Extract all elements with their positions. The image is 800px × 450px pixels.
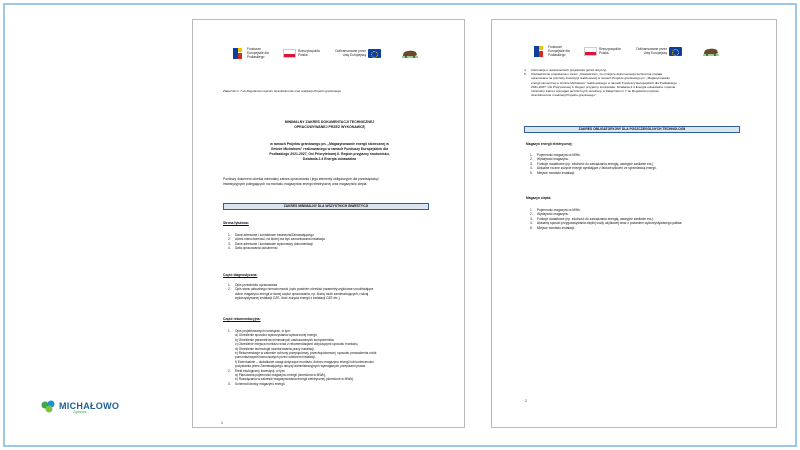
logo-strip-2	[534, 46, 720, 57]
annex-note: Załącznik nr 7 do Regulaminu wyboru Grantobiorców oraz realizacji Projektu grantowego	[223, 89, 342, 93]
list-item	[530, 171, 760, 175]
list-item-number: 3.	[228, 241, 231, 246]
list-item-text: opracowana na potrzeby inwestycji realizowanej w ramach Projektu grantowego pn. „Magazynowanie	[531, 76, 670, 81]
list-item-text: Dane adresowe i kontaktowe wykonawcy dokumentacji	[235, 241, 313, 246]
title-page-heading: Strona tytułowa:	[223, 221, 249, 225]
page-number-1: 1	[221, 421, 223, 425]
list-item-number: 4.	[530, 166, 533, 171]
recommendation-heading: Część rekomendacyjna:	[223, 317, 261, 321]
eu-logo-text: Dofinansowane przez Unię Europejską	[335, 48, 366, 57]
list-item	[228, 296, 450, 300]
list-item-number: 1.	[228, 283, 231, 287]
poland-logo-text: Rzeczpospolita Polska	[298, 48, 320, 57]
heat-storage-list	[530, 208, 770, 230]
recommendation-list	[228, 329, 450, 386]
list-item-text: Miejsce montażu instalacji.	[537, 170, 575, 175]
project-line-3: Podlaskiego 2021-2027, Osi Priorytetowej II. Region przyjazny środowisku,	[269, 152, 390, 156]
heat-storage-heading: Magazyn ciepła:	[526, 196, 552, 200]
list-item-number: 4.	[228, 246, 231, 251]
list-item-text: b) Określenie parametrów minimalnych zastosowanych komponentów,	[235, 337, 335, 342]
bison-icon	[702, 47, 720, 57]
eu-flag-icon	[368, 49, 381, 58]
list-item-text: Wydajność magazynu.	[537, 212, 570, 217]
eu-logo-2	[631, 47, 682, 56]
bison-logo-2	[702, 47, 720, 57]
funds-logo-text: Fundusze Europejskie dla Podlaskiego	[247, 47, 269, 59]
list-item-number: 2.	[530, 212, 533, 217]
intro-line-1: Poniższy dokument określa minimalny zakres opracowania i jego elementy obligatoryjne dla przedsięwzięć	[223, 177, 379, 181]
intro-line-2: inwestycyjnych polegających na montażu magazynów energii elektrycznej oraz magazynów ciepła.	[223, 182, 368, 186]
list-item	[228, 382, 450, 386]
michalowo-brand	[41, 400, 119, 414]
title-page-list	[228, 233, 448, 251]
list-item-number	[228, 296, 235, 300]
poland-logo-2	[584, 47, 627, 56]
list-item-text: b) Rozwiązania w zakresie magazynowania energii elektrycznej (określone w MWh).	[235, 377, 355, 382]
list-item-number: 1.	[530, 153, 533, 157]
list-item-text: Oświadczenie projektanta o treści: „Oświadczam, że niniejsze dokumentacja techniczna została	[531, 72, 663, 77]
list-item-number: 5.	[524, 72, 527, 77]
list-item-text: Funkcje dodatkowe (np. zdolność do zarządzania energią, awaryjne zasilanie etc.).	[537, 216, 655, 221]
list-item-number: 3.	[530, 161, 533, 166]
list-item-number: 4.	[524, 68, 527, 72]
poland-logo	[283, 49, 326, 58]
poland-flag-icon	[584, 47, 597, 56]
list-item-text: Wydajność magazynu.	[537, 157, 570, 162]
list-item-number: 1.	[228, 233, 231, 237]
brand-name: MICHAŁOWO	[59, 400, 120, 411]
list-item-text: a) Określenie sposobu wykorzystania wytworzonej energii,	[235, 333, 318, 338]
list-item-text: Miejsce montażu instalacji.	[537, 225, 575, 230]
list-item-text: pozyskania przez Zamawiającego decyzji administracyjnych wymaganych przepisami prawa.	[235, 364, 366, 369]
funds-logo-2	[534, 46, 578, 57]
project-line-2: Gminie Michałowo” realizowanego w ramach Funduszy Europejskich dla	[270, 147, 389, 151]
list-item-text: Schemat ideowy magazynu energii.	[235, 381, 286, 386]
list-item-number	[524, 93, 531, 97]
bison-logo	[401, 49, 419, 59]
list-item-text: Opis projektowanych rozwiązań, w tym:	[235, 329, 291, 333]
fe-icon	[534, 46, 546, 57]
section-header-technologies: ZAKRES OBLIGATORYJNY DLA POSZCZEGÓLNYCH TECHNOLOGII	[524, 126, 740, 133]
logo-strip	[233, 48, 419, 59]
list-item	[524, 93, 764, 97]
diagnostic-list	[228, 283, 450, 301]
list-item	[228, 246, 448, 250]
list-item-text: Pojemność magazynu w MWh.	[537, 153, 581, 157]
eu-logo-text-2: Dofinansowane przez Unię Europejską	[636, 46, 667, 55]
electric-storage-list	[530, 153, 760, 175]
fe-icon	[233, 48, 245, 59]
list-item-text: Adres nieruchomości, na której ma być zamontowana instalacja	[235, 237, 325, 242]
list-item-text: Opis przedmiotu opracowania	[235, 283, 278, 287]
list-item-number: 2.	[228, 237, 231, 242]
list-item-text: c) Określenie miejsca montażu wraz z rekomendacjami dotyczącymi sposobu montażu,	[235, 342, 359, 347]
list-item-number: 1.	[228, 329, 231, 333]
section-header-all-investments: ZAKRES MINIMALNY DLA WSZYSTKICH INWESTYCJI	[223, 203, 429, 210]
list-item-number: 1.	[530, 208, 533, 212]
list-item-number: 2.	[530, 157, 533, 162]
list-item-text: energii słonecznej w Gminie Michałowo” realizowanego w ramach Funduszy Europejskich dla Podlaskiego	[531, 80, 677, 85]
list-item-text: Funkcje dodatkowe (np. zdolność do zarządzania energią, awaryjne zasilanie etc.).	[537, 161, 655, 166]
list-item-number: 3.	[530, 216, 533, 221]
list-item	[530, 226, 770, 230]
list-item-text: Grantobiorców i realizacji Projektu grantowego”.	[531, 93, 597, 98]
list-item-text: pomontażowych/rozruchowych przed odbiorem instalacji,	[235, 355, 316, 360]
list-item-number: 2.	[228, 287, 231, 292]
list-item-text: f) Ewentualnie – dodatkowe uwagi dotyczące montażu, doboru magazynu energii lub konieczności	[235, 359, 374, 364]
list-item-number: 5.	[530, 170, 533, 175]
list-item-text: Informacja o uprawnieniach projektanta (jeżeli dotyczy).	[531, 68, 608, 72]
eu-flag-icon	[669, 47, 682, 56]
electric-storage-heading: Magazyn energii elektrycznej:	[526, 142, 573, 146]
poland-flag-icon	[283, 49, 296, 58]
list-item-text: Aktualne roczne zużycie energii wynikające z faktur/rozliczeń ze sprzedawcą energii.	[537, 166, 657, 171]
project-line-1: w ramach Projektu grantowego pn. „Magazynowanie energii słonecznej w	[270, 142, 389, 146]
brand-tagline: Zaprasza...	[73, 409, 89, 414]
project-line-4: Działania 2.4 Energia odnawialna	[302, 157, 357, 161]
list-item-text: wykorzystywanej instalacji OZE, ilość zużycia energii z instalacji OZE etc.)	[235, 296, 340, 301]
list-item-text: Opis stanu aktualnego nieruchomości (opis powinien określać parametry wyjściowe umożliwiające	[235, 287, 374, 292]
list-item-text: dobór magazynu energii w danej części opracowania, np. liczbę osób zamieszkujących, rodzaj	[235, 291, 369, 296]
page-number-2: 2	[525, 399, 527, 403]
michalowo-logo-icon	[41, 400, 57, 414]
document-page-2	[491, 19, 777, 428]
list-item-text: minimalny zakres wymagań technicznych określony w Załączniku nr 7 do Regulaminu wyboru	[531, 89, 660, 94]
list-item-text: Pojemność magazynu w MWh.	[537, 208, 581, 212]
funds-logo	[233, 48, 277, 59]
list-item-number: 2.	[228, 368, 231, 373]
list-item-text: Data opracowania dokumentu	[235, 246, 278, 251]
continued-list	[524, 68, 764, 97]
list-item-text: e) Rekomendacje w zakresie ochrony przepięciowej, przeciwpożarowej, sposobu prowadzenia robót	[235, 351, 377, 356]
doc-title-line2: OPRACOWYWANEJ PRZEZ WYKONAWCĘ	[294, 125, 365, 129]
diagnostic-heading: Część diagnostyczna:	[223, 273, 258, 277]
list-item-number: 3.	[228, 381, 231, 386]
list-item-text: Efekt ekologiczny inwestycji, w tym:	[235, 368, 286, 373]
poland-logo-text-2: Rzeczpospolita Polska	[599, 46, 621, 55]
doc-title-line1: MINIMALNY ZAKRES DOKUMENTACJI TECHNICZNEJ	[284, 120, 375, 124]
funds-logo-text-2: Fundusze Europejskie dla Podlaskiego	[548, 45, 570, 57]
list-item-number: 4.	[530, 221, 533, 226]
list-item-text: 2021-2027, Osi Priorytetowej II. Region przyjazny środowisku, Działania 2.4 Energia odnawialna i spełnia	[531, 84, 676, 89]
list-item-text: a) Planowana pojemność magazynu energii (określona w MWh),	[235, 373, 327, 378]
bison-icon	[401, 49, 419, 59]
list-item-number: 5.	[530, 225, 533, 230]
eu-logo	[330, 49, 381, 58]
list-item-text: Dane adresowe i kontaktowe Inwestora/Zamawiającego	[235, 233, 314, 237]
list-item-text: Aktualny sposób przygotowywania ciepłej wody użytkowej wraz z podaniem wykorzystywanego paliwa.	[537, 221, 683, 226]
list-item-text: d) Określenie technologii monitorowania pracy instalacji,	[235, 346, 315, 351]
document-page-1	[192, 19, 465, 428]
